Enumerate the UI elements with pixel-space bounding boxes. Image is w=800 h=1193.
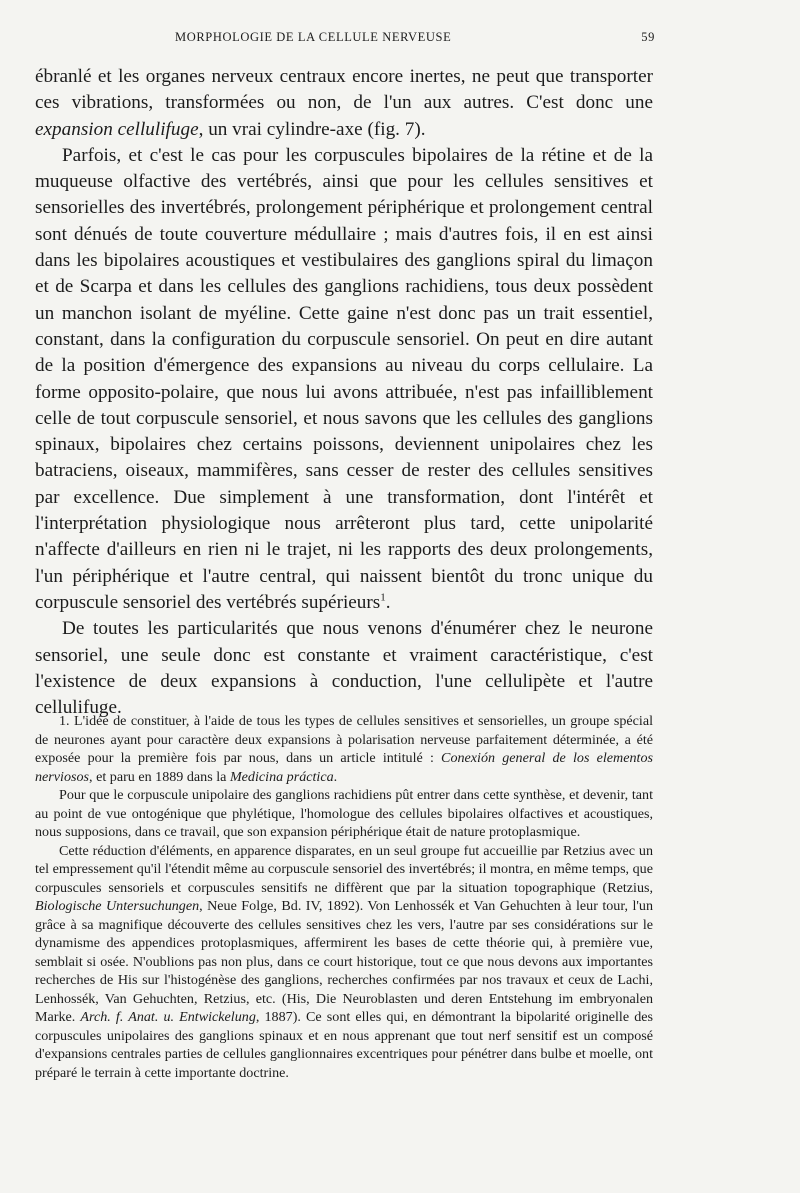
text-run: , 1887). Ce sont elles qui, en démontrant la bipolarité originelle des corpuscules unipolaires des ganglions spinaux et en nous apprenant que tout nerf sensitif est un composé d'expansions centrales parties de cellules ganglionnaires excentriques pour pénétrer dans bulbe et moelle, ont préparé le terrain à cette importante doctrine. <box>35 1009 653 1081</box>
paragraph <box>35 143 653 616</box>
text-run: , et paru en 1889 dans la <box>89 768 230 785</box>
footnote-paragraph <box>35 842 653 1083</box>
text-run: Cette réduction d'éléments, en apparence disparates, en un seul groupe fut accueillie par Retzius avec un tel empressement qu'il l'étendit même au corpuscule sensoriel des invertébrés; il montra, en même temps, que corpuscules sensoriels et corpuscules sensitifs ne diffèrent que par la situation topographique (Retzius, <box>35 842 653 896</box>
page-number: 59 <box>641 30 655 44</box>
text-run: , un vrai cylindre-axe (fig. 7). <box>198 118 426 140</box>
text-run: . <box>385 591 391 613</box>
cited-title: Conexión general de los elementos nerviosos <box>35 750 653 785</box>
paragraph: De toutes les particularités que nous venons d'énumérer chez le neurone sensoriel, une seule donc est constante et vraiment caractéristique, c'est l'existence de deux expansions à conduction, l'une cellulipète et l'autre cellulifuge. <box>35 618 653 719</box>
text-run: 1. L'idée de constituer, à l'aide de tous les types de cellules sensitives et sensorielles, un groupe spécial de neurones ayant pour caractère deux expansions à polarisation nerveuse parfaitement déterminée, a été exposée pour la première fois par nous, dans un article intitulé : <box>35 713 653 766</box>
text-run: Parfois, et c'est le cas pour les corpuscules bipolaires de la rétine et de la muqueuse olfactive des vertébrés, ainsi que pour les cellules sensitives et sensorielles des invertébrés, prolongement périphérique et prolongement central sont dénués de toute couverture médullaire ; mais d'autres fois, il en est ainsi dans les bipolaires acoustiques et vestibulaires des ganglions spiral du limaçon et de Scarpa et dans les cellules des ganglions rachidiens, tous deux possèdent un manchon isolant de myéline. Cette gaine n'est donc pas un trait essentiel, constant, dans la configuration du corpuscule sensoriel. On peut en dire autant de la position d'émergence des expansions au niveau du corps cellulaire. La forme opposito-polaire, que nous lui avons attribuée, n'est pas infailliblement celle de tout corpuscule sensoriel, et nous savons que les cellules des ganglions spinaux, bipolaires chez certains poissons, deviennent unipolaires chez les batraciens, oiseaux, mammifères, sans cesser de rester des cellules sensitives par excellence. Due simplement à une transformation, dont l'intérêt et l'interprétation physiologique nous arrêteront plus tard, cette unipolarité n'affecte d'ailleurs en rien ni le trajet, ni les rapports des deux prolongements, l'un périphérique et l'autre central, qui naissent bientôt du tronc unique du corpuscule sensoriel des vertébrés supérieurs <box>35 144 653 613</box>
footnote-paragraph <box>35 712 653 786</box>
emphasis-term: expansion cellulifuge <box>35 118 199 140</box>
footnotes <box>35 712 653 1082</box>
main-text <box>35 64 653 721</box>
cited-title: Biologische Untersuchungen <box>35 898 200 914</box>
cited-journal: Medicina práctica <box>229 768 334 785</box>
text-run: , Neue Folge, Bd. IV, 1892). Von Lenhossék et Van Gehuchten à leur tour, l'un grâce à sa magnifique découverte des cellules sensitives chez les vers, l'autre par ses considérations sur le dynamisme des appendices protoplasmiques, affermirent les bases de cette théorie qui, à première vue, semblait si osée. N'oublions pas non plus, dans ce court historique, tout ce que nous devons aux importantes recherches de His sur l'histogénèse des ganglions, recherches confirmées par nos travaux et ceux de Lachi, Lenhossék, Van Gehuchten, Retzius, etc. (His, Die Neuroblasten und deren Entstehung im embryonalen Marke. <box>35 898 653 1025</box>
cited-journal: Arch. f. Anat. u. Entwickelung <box>80 1009 256 1025</box>
footnote-paragraph: Pour que le corpuscule unipolaire des ganglions rachidiens pût entrer dans cette synthèse, et devenir, tant au point de vue ontogénique que phylétique, l'homologue des cellules bipolaires olfactives et acoustiques, nous supposions, dans ce travail, que son expansion périphérique était de nature protoplasmique. <box>35 787 653 840</box>
paragraph-continuation <box>35 64 653 143</box>
running-title: MORPHOLOGIE DE LA CELLULE NERVEUSE <box>175 30 452 44</box>
footnote-marker: 1 <box>380 591 386 604</box>
text-run: ébranlé et les organes nerveux centraux encore inertes, ne peut que transporter ces vibrations, transformées ou non, de l'un aux autres. C'est donc une <box>35 66 653 114</box>
text-run: . <box>333 768 338 785</box>
